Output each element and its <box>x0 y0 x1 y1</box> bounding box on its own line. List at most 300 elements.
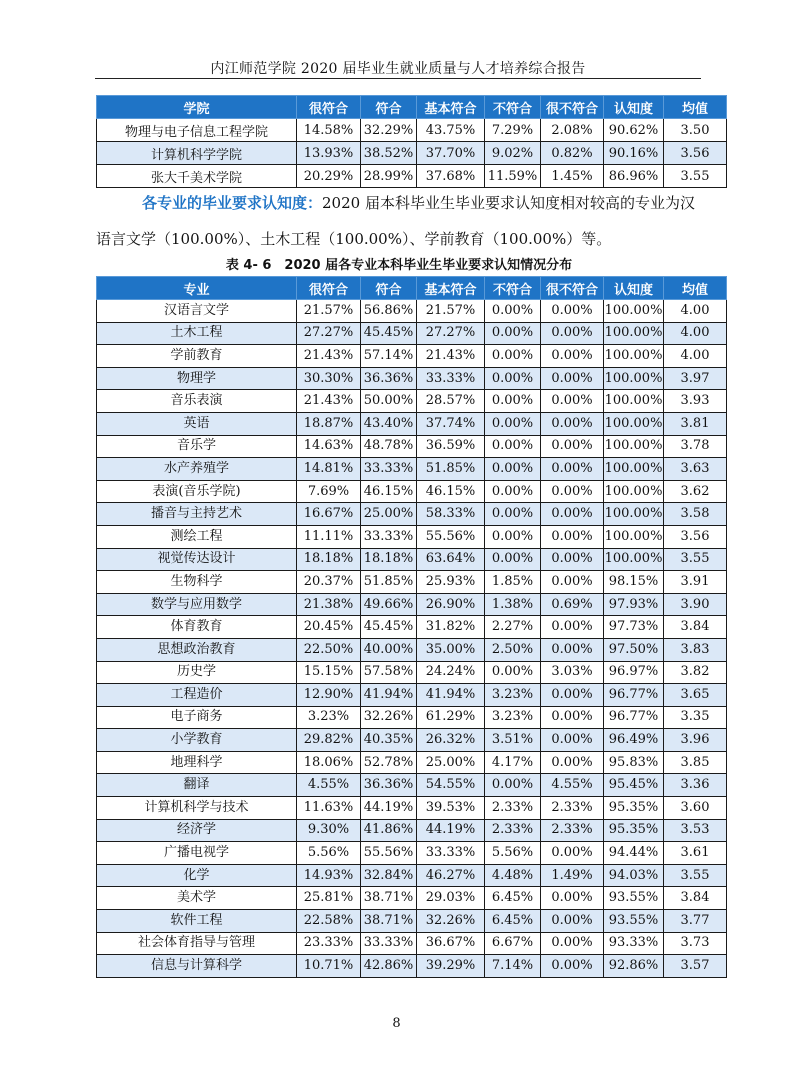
major-table-value-cell: 54.55% <box>417 774 485 797</box>
major-table-value-cell: 0.00% <box>541 390 604 413</box>
major-table-value-cell: 0.00% <box>485 390 541 413</box>
college-table-column-header: 符合 <box>361 96 417 119</box>
major-table-value-cell: 96.77% <box>604 684 664 707</box>
major-table-value-cell: 0.00% <box>541 525 604 548</box>
major-table-value-cell: 94.03% <box>604 864 664 887</box>
major-table-value-cell: 100.00% <box>604 435 664 458</box>
major-table-name-cell: 表演(音乐学院) <box>97 480 297 503</box>
major-table-row <box>97 458 727 481</box>
major-table-value-cell: 29.82% <box>297 729 361 752</box>
major-table-row <box>97 435 727 458</box>
major-table-value-cell: 0.00% <box>541 955 604 978</box>
major-table-value-cell: 44.19% <box>361 797 417 820</box>
major-table-name-cell: 计算机科学与技术 <box>97 797 297 820</box>
major-table-row <box>97 593 727 616</box>
major-table-value-cell: 0.00% <box>541 548 604 571</box>
major-table-name-cell: 测绘工程 <box>97 525 297 548</box>
header-divider <box>95 78 701 79</box>
major-table-value-cell: 36.36% <box>361 774 417 797</box>
major-table-value-cell: 100.00% <box>604 503 664 526</box>
major-table-value-cell: 49.66% <box>361 593 417 616</box>
major-table-value-cell: 3.81 <box>664 412 727 435</box>
college-table-column-header: 很符合 <box>297 96 361 119</box>
college-table-value-cell: 37.68% <box>417 165 485 188</box>
major-table-name-cell: 生物科学 <box>97 571 297 594</box>
major-table-value-cell: 28.57% <box>417 390 485 413</box>
major-table-value-cell: 52.78% <box>361 751 417 774</box>
major-table-column-header: 专业 <box>97 277 297 300</box>
major-table-name-cell: 信息与计算科学 <box>97 955 297 978</box>
college-table-column-header: 很不符合 <box>541 96 604 119</box>
major-table-value-cell: 2.27% <box>485 616 541 639</box>
major-table-value-cell: 3.82 <box>664 661 727 684</box>
major-table-value-cell: 3.60 <box>664 797 727 820</box>
college-table <box>96 95 727 188</box>
major-table-value-cell: 32.26% <box>417 910 485 933</box>
major-table-value-cell: 97.93% <box>604 593 664 616</box>
major-table-value-cell: 95.35% <box>604 797 664 820</box>
major-table-value-cell: 27.27% <box>297 322 361 345</box>
major-table-value-cell: 0.00% <box>541 842 604 865</box>
major-table-value-cell: 1.38% <box>485 593 541 616</box>
major-table-value-cell: 6.45% <box>485 887 541 910</box>
major-table-value-cell: 0.00% <box>541 887 604 910</box>
major-table-column-header: 符合 <box>361 277 417 300</box>
major-table-row <box>97 751 727 774</box>
major-table-name-cell: 土木工程 <box>97 322 297 345</box>
major-table-value-cell: 21.43% <box>297 390 361 413</box>
major-table-name-cell: 软件工程 <box>97 910 297 933</box>
major-table-value-cell: 18.18% <box>361 548 417 571</box>
major-table-value-cell: 4.00 <box>664 345 727 368</box>
major-table-name-cell: 社会体育指导与管理 <box>97 932 297 955</box>
major-table-column-header: 认知度 <box>604 277 664 300</box>
major-table-value-cell: 55.56% <box>361 842 417 865</box>
major-table-value-cell: 0.00% <box>541 345 604 368</box>
major-table-value-cell: 24.24% <box>417 661 485 684</box>
college-table-value-cell: 7.29% <box>485 119 541 142</box>
major-table-value-cell: 0.00% <box>485 435 541 458</box>
major-table-value-cell: 4.55% <box>541 774 604 797</box>
major-table-name-cell: 思想政治教育 <box>97 638 297 661</box>
major-table-value-cell: 2.33% <box>541 797 604 820</box>
major-table-value-cell: 48.78% <box>361 435 417 458</box>
major-table-value-cell: 0.00% <box>485 503 541 526</box>
major-table-value-cell: 4.00 <box>664 300 727 323</box>
major-table-value-cell: 42.86% <box>361 955 417 978</box>
major-table-value-cell: 0.00% <box>541 571 604 594</box>
major-table-name-cell: 水产养殖学 <box>97 458 297 481</box>
major-table-value-cell: 15.15% <box>297 661 361 684</box>
major-table-value-cell: 0.00% <box>485 458 541 481</box>
major-table-column-header: 不符合 <box>485 277 541 300</box>
major-table-row <box>97 684 727 707</box>
major-table-value-cell: 3.65 <box>664 684 727 707</box>
major-table-value-cell: 93.55% <box>604 910 664 933</box>
major-table-value-cell: 100.00% <box>604 412 664 435</box>
major-table-value-cell: 32.84% <box>361 864 417 887</box>
major-table-value-cell: 16.67% <box>297 503 361 526</box>
major-table-name-cell: 物理学 <box>97 367 297 390</box>
major-table-value-cell: 4.17% <box>485 751 541 774</box>
major-table-value-cell: 36.59% <box>417 435 485 458</box>
report-header: 内江师范学院 2020 届毕业生就业质量与人才培养综合报告 <box>210 61 586 77</box>
major-table-name-cell: 翻译 <box>97 774 297 797</box>
major-table-value-cell: 3.84 <box>664 616 727 639</box>
major-table-value-cell: 51.85% <box>417 458 485 481</box>
major-table-value-cell: 26.90% <box>417 593 485 616</box>
major-table-value-cell: 100.00% <box>604 322 664 345</box>
college-table-row <box>97 142 727 165</box>
college-table-name-cell: 张大千美术学院 <box>97 165 297 188</box>
major-table-row <box>97 706 727 729</box>
major-table-value-cell: 11.11% <box>297 525 361 548</box>
major-table-value-cell: 38.71% <box>361 887 417 910</box>
major-table-row <box>97 729 727 752</box>
major-table-name-cell: 广播电视学 <box>97 842 297 865</box>
major-table-value-cell: 0.00% <box>485 774 541 797</box>
major-table-row <box>97 932 727 955</box>
major-table-value-cell: 2.33% <box>485 797 541 820</box>
major-table-value-cell: 33.33% <box>361 525 417 548</box>
major-table-value-cell: 31.82% <box>417 616 485 639</box>
college-table-value-cell: 43.75% <box>417 119 485 142</box>
major-table-row <box>97 548 727 571</box>
major-table-value-cell: 3.97 <box>664 367 727 390</box>
major-table-value-cell: 7.14% <box>485 955 541 978</box>
major-table-value-cell: 100.00% <box>604 480 664 503</box>
major-table-value-cell: 25.00% <box>417 751 485 774</box>
major-table-value-cell: 100.00% <box>604 390 664 413</box>
major-table-value-cell: 21.57% <box>297 300 361 323</box>
major-table-value-cell: 46.15% <box>417 480 485 503</box>
major-table-header-row <box>97 277 727 300</box>
major-table-value-cell: 0.00% <box>541 412 604 435</box>
major-table-value-cell: 36.67% <box>417 932 485 955</box>
major-table-value-cell: 20.37% <box>297 571 361 594</box>
major-table-value-cell: 3.83 <box>664 638 727 661</box>
major-table-value-cell: 0.00% <box>541 932 604 955</box>
major-table-name-cell: 音乐表演 <box>97 390 297 413</box>
major-table-name-cell: 工程造价 <box>97 684 297 707</box>
major-table-value-cell: 0.00% <box>541 729 604 752</box>
major-table-value-cell: 93.33% <box>604 932 664 955</box>
major-table-value-cell: 43.40% <box>361 412 417 435</box>
major-table-value-cell: 14.63% <box>297 435 361 458</box>
major-table-value-cell: 0.00% <box>541 751 604 774</box>
major-table-value-cell: 3.23% <box>297 706 361 729</box>
major-table-value-cell: 21.38% <box>297 593 361 616</box>
major-table-value-cell: 3.36 <box>664 774 727 797</box>
college-table-name-cell: 计算机科学学院 <box>97 142 297 165</box>
college-table-column-header: 基本符合 <box>417 96 485 119</box>
major-table-value-cell: 0.00% <box>541 458 604 481</box>
major-table-value-cell: 100.00% <box>604 548 664 571</box>
major-table-row <box>97 367 727 390</box>
major-table-value-cell: 12.90% <box>297 684 361 707</box>
major-table-value-cell: 3.93 <box>664 390 727 413</box>
major-table-value-cell: 46.15% <box>361 480 417 503</box>
table-caption: 表 4- 6 2020 届各专业本科毕业生毕业要求认知情况分布 <box>225 258 573 273</box>
major-table-value-cell: 100.00% <box>604 458 664 481</box>
major-table-value-cell: 0.00% <box>541 503 604 526</box>
major-table-name-cell: 经济学 <box>97 819 297 842</box>
major-table-value-cell: 0.00% <box>541 435 604 458</box>
major-table-value-cell: 30.30% <box>297 367 361 390</box>
major-table-value-cell: 36.36% <box>361 367 417 390</box>
major-table-value-cell: 39.29% <box>417 955 485 978</box>
major-table-value-cell: 0.00% <box>541 638 604 661</box>
major-table-value-cell: 0.00% <box>485 367 541 390</box>
major-table-value-cell: 93.55% <box>604 887 664 910</box>
major-table-name-cell: 电子商务 <box>97 706 297 729</box>
major-table-value-cell: 3.56 <box>664 525 727 548</box>
major-table-value-cell: 3.78 <box>664 435 727 458</box>
major-table-column-header: 基本符合 <box>417 277 485 300</box>
college-table-value-cell: 0.82% <box>541 142 604 165</box>
major-table-row <box>97 390 727 413</box>
college-table-value-cell: 3.56 <box>664 142 727 165</box>
major-table-value-cell: 22.50% <box>297 638 361 661</box>
major-table-value-cell: 97.50% <box>604 638 664 661</box>
major-table-value-cell: 0.00% <box>485 525 541 548</box>
major-table-value-cell: 58.33% <box>417 503 485 526</box>
major-table-value-cell: 3.96 <box>664 729 727 752</box>
major-table-value-cell: 11.63% <box>297 797 361 820</box>
major-table-value-cell: 40.35% <box>361 729 417 752</box>
major-table-row <box>97 887 727 910</box>
major-table-value-cell: 21.57% <box>417 300 485 323</box>
major-table-value-cell: 41.94% <box>361 684 417 707</box>
major-table-value-cell: 3.73 <box>664 932 727 955</box>
college-table-value-cell: 32.29% <box>361 119 417 142</box>
major-table-value-cell: 38.71% <box>361 910 417 933</box>
major-table-value-cell: 96.77% <box>604 706 664 729</box>
major-table-value-cell: 63.64% <box>417 548 485 571</box>
major-table-value-cell: 56.86% <box>361 300 417 323</box>
major-table-value-cell: 3.55 <box>664 864 727 887</box>
major-table-name-cell: 学前教育 <box>97 345 297 368</box>
major-table-value-cell: 3.35 <box>664 706 727 729</box>
college-table-value-cell: 9.02% <box>485 142 541 165</box>
college-table-column-header: 不符合 <box>485 96 541 119</box>
major-table-value-cell: 0.00% <box>485 322 541 345</box>
major-table-value-cell: 18.06% <box>297 751 361 774</box>
college-table-value-cell: 13.93% <box>297 142 361 165</box>
page-number: 8 <box>392 1016 401 1031</box>
major-table-value-cell: 25.81% <box>297 887 361 910</box>
major-table-value-cell: 98.15% <box>604 571 664 594</box>
major-table-value-cell: 0.00% <box>541 367 604 390</box>
major-table-value-cell: 1.49% <box>541 864 604 887</box>
major-table-row <box>97 842 727 865</box>
major-table-value-cell: 33.33% <box>417 842 485 865</box>
major-table-value-cell: 0.69% <box>541 593 604 616</box>
major-table-value-cell: 5.56% <box>297 842 361 865</box>
major-table-value-cell: 0.00% <box>541 910 604 933</box>
major-table-value-cell: 0.00% <box>541 706 604 729</box>
major-table-name-cell: 历史学 <box>97 661 297 684</box>
major-table-row <box>97 345 727 368</box>
major-table-value-cell: 45.45% <box>361 322 417 345</box>
major-table-value-cell: 45.45% <box>361 616 417 639</box>
major-table-value-cell: 35.00% <box>417 638 485 661</box>
major-table-value-cell: 39.53% <box>417 797 485 820</box>
major-table-value-cell: 25.93% <box>417 571 485 594</box>
college-table-value-cell: 3.55 <box>664 165 727 188</box>
major-table-value-cell: 18.18% <box>297 548 361 571</box>
major-table-name-cell: 数学与应用数学 <box>97 593 297 616</box>
major-table-value-cell: 1.85% <box>485 571 541 594</box>
major-table-value-cell: 3.53 <box>664 819 727 842</box>
major-table-value-cell: 95.83% <box>604 751 664 774</box>
major-awareness-paragraph <box>96 185 702 257</box>
major-table-value-cell: 20.45% <box>297 616 361 639</box>
major-table-row <box>97 774 727 797</box>
major-table-row <box>97 503 727 526</box>
major-table-value-cell: 5.56% <box>485 842 541 865</box>
major-table-value-cell: 41.94% <box>417 684 485 707</box>
major-table-value-cell: 6.45% <box>485 910 541 933</box>
major-table-value-cell: 3.84 <box>664 887 727 910</box>
major-table-value-cell: 51.85% <box>361 571 417 594</box>
paragraph-lead: 各专业的毕业要求认知度： <box>142 194 323 212</box>
major-table-row <box>97 797 727 820</box>
major-table-value-cell: 10.71% <box>297 955 361 978</box>
major-table-value-cell: 14.81% <box>297 458 361 481</box>
major-table-row <box>97 864 727 887</box>
major-table-row <box>97 412 727 435</box>
major-table-value-cell: 21.43% <box>297 345 361 368</box>
major-table-value-cell: 4.55% <box>297 774 361 797</box>
major-table-value-cell: 3.85 <box>664 751 727 774</box>
major-table-row <box>97 300 727 323</box>
major-table-row <box>97 955 727 978</box>
major-table-value-cell: 100.00% <box>604 300 664 323</box>
major-table-value-cell: 0.00% <box>541 300 604 323</box>
major-table-value-cell: 2.33% <box>485 819 541 842</box>
college-table-column-header: 均值 <box>664 96 727 119</box>
major-table-name-cell: 英语 <box>97 412 297 435</box>
major-table-row <box>97 525 727 548</box>
college-table-value-cell: 14.58% <box>297 119 361 142</box>
major-table-value-cell: 26.32% <box>417 729 485 752</box>
major-table-value-cell: 96.49% <box>604 729 664 752</box>
major-table-value-cell: 0.00% <box>485 661 541 684</box>
major-table-row <box>97 616 727 639</box>
major-table-value-cell: 55.56% <box>417 525 485 548</box>
major-table-value-cell: 33.33% <box>361 458 417 481</box>
major-table-name-cell: 音乐学 <box>97 435 297 458</box>
college-table-value-cell: 38.52% <box>361 142 417 165</box>
major-table-value-cell: 3.03% <box>541 661 604 684</box>
major-table-value-cell: 96.97% <box>604 661 664 684</box>
college-table-header-row <box>97 96 727 119</box>
college-table-value-cell: 28.99% <box>361 165 417 188</box>
major-table-value-cell: 3.23% <box>485 684 541 707</box>
paragraph-body: 2020 届本科毕业生毕业要求认知度相对较高的专业为汉语言文学（100.00%）、土木工程（100.00%）、学前教育（100.00%）等。 <box>96 194 695 248</box>
major-table-value-cell: 3.62 <box>664 480 727 503</box>
major-table-column-header: 很不符合 <box>541 277 604 300</box>
college-table-value-cell: 11.59% <box>485 165 541 188</box>
major-table-value-cell: 18.87% <box>297 412 361 435</box>
major-table-value-cell: 3.63 <box>664 458 727 481</box>
major-table-value-cell: 57.14% <box>361 345 417 368</box>
major-table-column-header: 均值 <box>664 277 727 300</box>
major-table-value-cell: 2.33% <box>541 819 604 842</box>
major-table-value-cell: 6.67% <box>485 932 541 955</box>
major-table-value-cell: 0.00% <box>541 322 604 345</box>
major-table-value-cell: 0.00% <box>485 345 541 368</box>
major-table-row <box>97 480 727 503</box>
major-table-row <box>97 322 727 345</box>
college-table-value-cell: 86.96% <box>604 165 664 188</box>
major-table-value-cell: 22.58% <box>297 910 361 933</box>
major-table-value-cell: 2.50% <box>485 638 541 661</box>
major-table-name-cell: 视觉传达设计 <box>97 548 297 571</box>
major-table-value-cell: 97.73% <box>604 616 664 639</box>
major-table-value-cell: 33.33% <box>361 932 417 955</box>
major-table-value-cell: 40.00% <box>361 638 417 661</box>
major-table-value-cell: 25.00% <box>361 503 417 526</box>
major-table-value-cell: 14.93% <box>297 864 361 887</box>
college-table-value-cell: 3.50 <box>664 119 727 142</box>
major-table-value-cell: 46.27% <box>417 864 485 887</box>
major-table-value-cell: 3.23% <box>485 706 541 729</box>
major-table-value-cell: 3.55 <box>664 548 727 571</box>
major-table-name-cell: 地理科学 <box>97 751 297 774</box>
major-table-value-cell: 21.43% <box>417 345 485 368</box>
major-table-name-cell: 美术学 <box>97 887 297 910</box>
college-table-column-header: 学院 <box>97 96 297 119</box>
major-table-value-cell: 92.86% <box>604 955 664 978</box>
college-table-value-cell: 90.62% <box>604 119 664 142</box>
major-table-value-cell: 0.00% <box>485 480 541 503</box>
college-table-column-header: 认知度 <box>604 96 664 119</box>
major-table-value-cell: 7.69% <box>297 480 361 503</box>
major-table-value-cell: 32.26% <box>361 706 417 729</box>
major-table-value-cell: 100.00% <box>604 367 664 390</box>
major-table-value-cell: 61.29% <box>417 706 485 729</box>
major-table-value-cell: 0.00% <box>485 548 541 571</box>
major-table-row <box>97 819 727 842</box>
major-table-row <box>97 661 727 684</box>
major-table-value-cell: 9.30% <box>297 819 361 842</box>
major-table-name-cell: 化学 <box>97 864 297 887</box>
major-table-value-cell: 3.91 <box>664 571 727 594</box>
major-table-value-cell: 0.00% <box>541 616 604 639</box>
major-table-value-cell: 0.00% <box>485 300 541 323</box>
major-table-value-cell: 100.00% <box>604 345 664 368</box>
major-table-name-cell: 汉语言文学 <box>97 300 297 323</box>
major-table-name-cell: 体育教育 <box>97 616 297 639</box>
major-table-value-cell: 33.33% <box>417 367 485 390</box>
major-table-row <box>97 638 727 661</box>
major-table <box>96 276 727 978</box>
major-table-value-cell: 44.19% <box>417 819 485 842</box>
college-table-value-cell: 2.08% <box>541 119 604 142</box>
major-table-value-cell: 100.00% <box>604 525 664 548</box>
major-table-value-cell: 94.44% <box>604 842 664 865</box>
major-table-value-cell: 3.57 <box>664 955 727 978</box>
major-table-column-header: 很符合 <box>297 277 361 300</box>
major-table-value-cell: 0.00% <box>541 480 604 503</box>
major-table-value-cell: 29.03% <box>417 887 485 910</box>
major-table-value-cell: 0.00% <box>485 412 541 435</box>
major-table-value-cell: 23.33% <box>297 932 361 955</box>
major-table-name-cell: 播音与主持艺术 <box>97 503 297 526</box>
major-table-name-cell: 小学教育 <box>97 729 297 752</box>
